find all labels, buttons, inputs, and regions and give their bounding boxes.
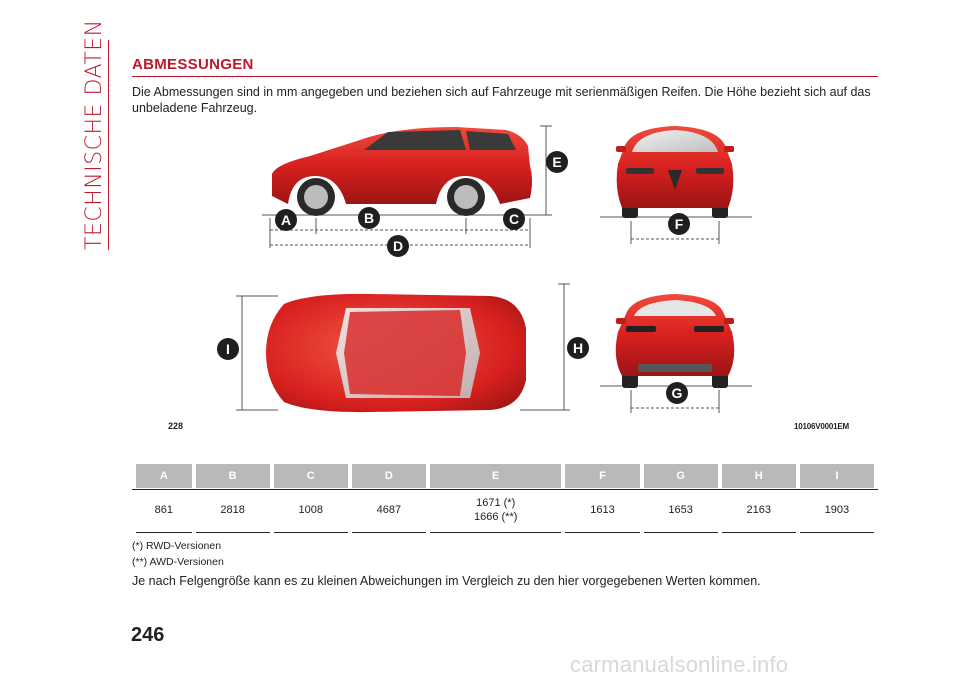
table-cell: 2163	[722, 488, 796, 533]
table-header: A	[136, 464, 192, 488]
section-tab-rule	[108, 40, 109, 250]
side-view-car	[262, 126, 552, 248]
watermark: carmanualsonline.info	[570, 652, 789, 677]
marker-f	[668, 213, 690, 235]
intro-paragraph: Die Abmessungen sind in mm angegeben und beziehen sich auf Fahrzeuge mit serienmäßigen Reifen. Die Höhe bezieht sich auf das unbeladene Fahrzeug.	[132, 85, 871, 115]
table-header: D	[352, 464, 426, 488]
svg-text:G: G	[671, 385, 683, 401]
table-cell: 1008	[274, 488, 348, 533]
section-tab-label: TECHNISCHE DATEN	[82, 19, 107, 250]
table-cell: 1903	[800, 488, 874, 533]
svg-text:H: H	[572, 340, 584, 356]
svg-text:E: E	[552, 154, 562, 170]
table-header: H	[722, 464, 796, 488]
figure-code: 10106V0001EM	[794, 422, 849, 431]
section-tab	[80, 19, 110, 250]
page-number: 246	[131, 624, 165, 646]
page-title: ABMESSUNGEN	[132, 56, 254, 73]
table-header-row	[136, 464, 874, 488]
table-row	[136, 488, 874, 533]
footnote: (**) AWD-Versionen	[132, 556, 224, 568]
svg-text:F: F	[674, 216, 684, 232]
marker-b	[358, 207, 380, 229]
title-divider	[132, 76, 878, 77]
figure-number: 228	[168, 421, 184, 431]
table-cell-line: 1671 (*)	[476, 497, 516, 509]
marker-a	[275, 209, 297, 231]
table-cell	[430, 488, 561, 533]
table-cell-line: 1666 (**)	[473, 511, 518, 523]
top-view-car	[236, 284, 570, 412]
table-header: I	[800, 464, 874, 488]
dimensions-figure	[160, 118, 860, 440]
dimensions-table	[132, 464, 878, 533]
table-header: G	[644, 464, 718, 488]
table-cell: 861	[136, 488, 192, 533]
table-header: E	[430, 464, 561, 488]
footnote: (*) RWD-Versionen	[132, 540, 222, 552]
svg-text:B: B	[363, 210, 375, 226]
table-cell: 1613	[565, 488, 639, 533]
table-header: F	[565, 464, 639, 488]
marker-d	[387, 235, 409, 257]
table-header-rule	[132, 489, 878, 490]
marker-e	[546, 151, 568, 173]
table-header: B	[196, 464, 270, 488]
note-paragraph: Je nach Felgengröße kann es zu kleinen Abweichungen im Vergleich zu den hier vorgegebenen Werten kommen.	[132, 574, 761, 588]
table-cell: 4687	[352, 488, 426, 533]
marker-h	[567, 337, 589, 359]
svg-text:I: I	[226, 341, 230, 357]
marker-c	[503, 208, 525, 230]
svg-text:D: D	[392, 238, 404, 254]
marker-g	[666, 382, 688, 404]
marker-i	[217, 338, 239, 360]
table-header: C	[274, 464, 348, 488]
table-cell: 2818	[196, 488, 270, 533]
svg-text:A: A	[280, 212, 292, 228]
table-cell: 1653	[644, 488, 718, 533]
svg-text:C: C	[508, 211, 520, 227]
